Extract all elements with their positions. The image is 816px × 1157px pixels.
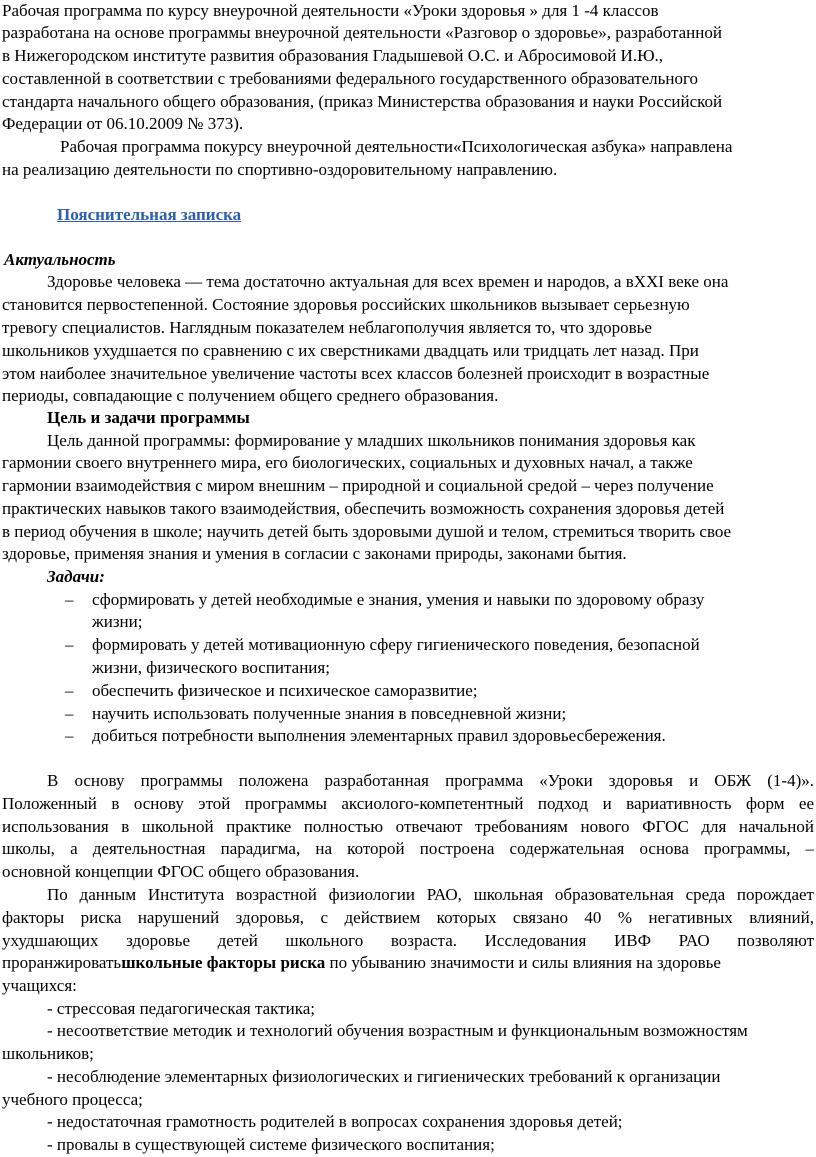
goals-line: гармонии взаимодействия с миром внешним – природной и социальной средой – через получение — [2, 476, 714, 495]
task-text: жизни, физического воспитания; — [92, 658, 330, 677]
task-text: обеспечить физическое и психическое саморазвитие; — [92, 681, 478, 700]
institute-line: По данным Института возрастной физиологии РАО, школьная образовательная среда порождает — [47, 885, 814, 904]
goals-line: практических навыков такого взаимодействия, обеспечить возможность сохранения здоровья детей — [2, 499, 725, 518]
risk-item: - провалы в существующей системе физического воспитания; — [47, 1135, 495, 1154]
goals-heading: Цель и задачи программы — [47, 408, 250, 427]
goals-line: здоровье, применяя знания и умения в согласии с законами природы, законами бытия. — [2, 544, 627, 563]
goals-line: Цель данной программы: формирование у младших школьников понимания здоровья как — [47, 431, 696, 450]
relevance-heading: Актуальность — [4, 250, 116, 269]
relevance-line: тревогу специалистов. Наглядным показателем неблагополучия является то, что здоровье — [2, 318, 652, 337]
intro-line: стандарта начального общего образования, (приказ Министерства образования и науки Российской — [2, 92, 723, 111]
risk-item: - стрессовая педагогическая тактика; — [47, 999, 315, 1018]
task-text: жизни; — [92, 612, 143, 631]
tasks-heading: Задачи: — [47, 567, 105, 586]
rank-suffix: по убыванию значимости и силы влияния на здоровье — [325, 953, 721, 972]
task-text: сформировать у детей необходимые е знания, умения и навыки по здоровому образу — [92, 590, 705, 609]
relevance-line: этом наиболее значительное увеличение частоты всех классов болезней происходит в возрастные — [2, 364, 710, 383]
risk-item: - несоответствие методик и технологий обучения возрастным и функциональным возможностям — [47, 1021, 748, 1040]
rank-prefix: проранжировать — [2, 953, 122, 972]
risk-item-cont: учебного процесса; — [2, 1090, 143, 1109]
intro-line: составленной в соответствии с требованиями федерального государственного образовательного — [2, 69, 699, 88]
basis-line: основной концепции ФГОС общего образования. — [2, 862, 360, 881]
intro-line: Федерации от 06.10.2009 № 373). — [2, 114, 244, 133]
intro-line: в Нижегородском институте развития образования Гладышевой О.С. и Абросимовой И.Ю., — [2, 46, 664, 65]
basis-line: Положенный в основу этой программы аксиолого-компетентный подход и вариативность форм ее — [2, 794, 814, 813]
risk-item: - недостаточная грамотность родителей в вопросах сохранения здоровья детей; — [47, 1112, 623, 1131]
dash-bullet: – — [65, 726, 74, 745]
relevance-line: периоды, совпадающие с получением общего среднего образования. — [2, 386, 499, 405]
institute-line: учащихся: — [2, 976, 77, 995]
risk-factors-term: школьные факторы риска — [121, 953, 326, 972]
relevance-line: Здоровье человека — тема достаточно актуальная для всех времен и народов, а вXXI веке она — [47, 272, 729, 291]
task-text: добиться потребности выполнения элементарных правил здоровьесбережения. — [92, 726, 666, 745]
task-text: научить использовать полученные знания в повседневной жизни; — [92, 704, 567, 723]
basis-line: использования в школьной практике полностью отвечают требованиям нового ФГОС для начальной — [2, 817, 814, 836]
institute-line: ухудшающих здоровье детей школьного возраста. Исследования ИВФ РАО позволяют — [2, 931, 814, 950]
institute-line: факторы риска нарушений здоровья, с действием которых связано 40 % негативных влияний, — [2, 908, 814, 927]
dash-bullet: – — [65, 681, 74, 700]
intro-line: Рабочая программа покурсу внеурочной деятельности«Психологическая азбука» направлена — [60, 137, 733, 156]
dash-bullet: – — [65, 704, 74, 723]
intro-line: Рабочая программа по курсу внеурочной деятельности «Уроки здоровья » для 1 -4 классов — [2, 1, 659, 20]
institute-line — [2, 952, 721, 975]
intro-line: разработана на основе программы внеурочной деятельности «Разговор о здоровье», разработанной — [2, 23, 722, 42]
task-text: формировать у детей мотивационную сферу гигиенического поведения, безопасной — [92, 635, 700, 654]
risk-item-cont: школьников; — [2, 1044, 94, 1063]
goals-line: в период обучения в школе; научить детей быть здоровыми душой и телом, стремиться творить свое — [2, 522, 732, 541]
intro-line: на реализацию деятельности по спортивно-оздоровительному направлению. — [2, 160, 558, 179]
risk-item: - несоблюдение элементарных физиологических и гигиенических требований к организации — [47, 1067, 721, 1086]
dash-bullet: – — [65, 590, 74, 609]
goals-line: гармонии своего внутреннего мира, его биологических, социальных и духовных начал, а также — [2, 453, 693, 472]
section-heading: Пояснительная записка — [57, 205, 242, 224]
dash-bullet: – — [65, 635, 74, 654]
basis-line: школы, а деятельностная парадигма, на которой построена содержательная основа программы, – — [2, 839, 814, 858]
relevance-line: становится первостепенной. Состояние здоровья российских школьников вызывает серьезную — [2, 295, 690, 314]
basis-line: В основу программы положена разработанная программа «Уроки здоровья и ОБЖ (1-4)». — [47, 771, 814, 790]
relevance-line: школьников ухудшается по сравнению с их сверстниками двадцать или тридцать лет назад. При — [2, 341, 699, 360]
